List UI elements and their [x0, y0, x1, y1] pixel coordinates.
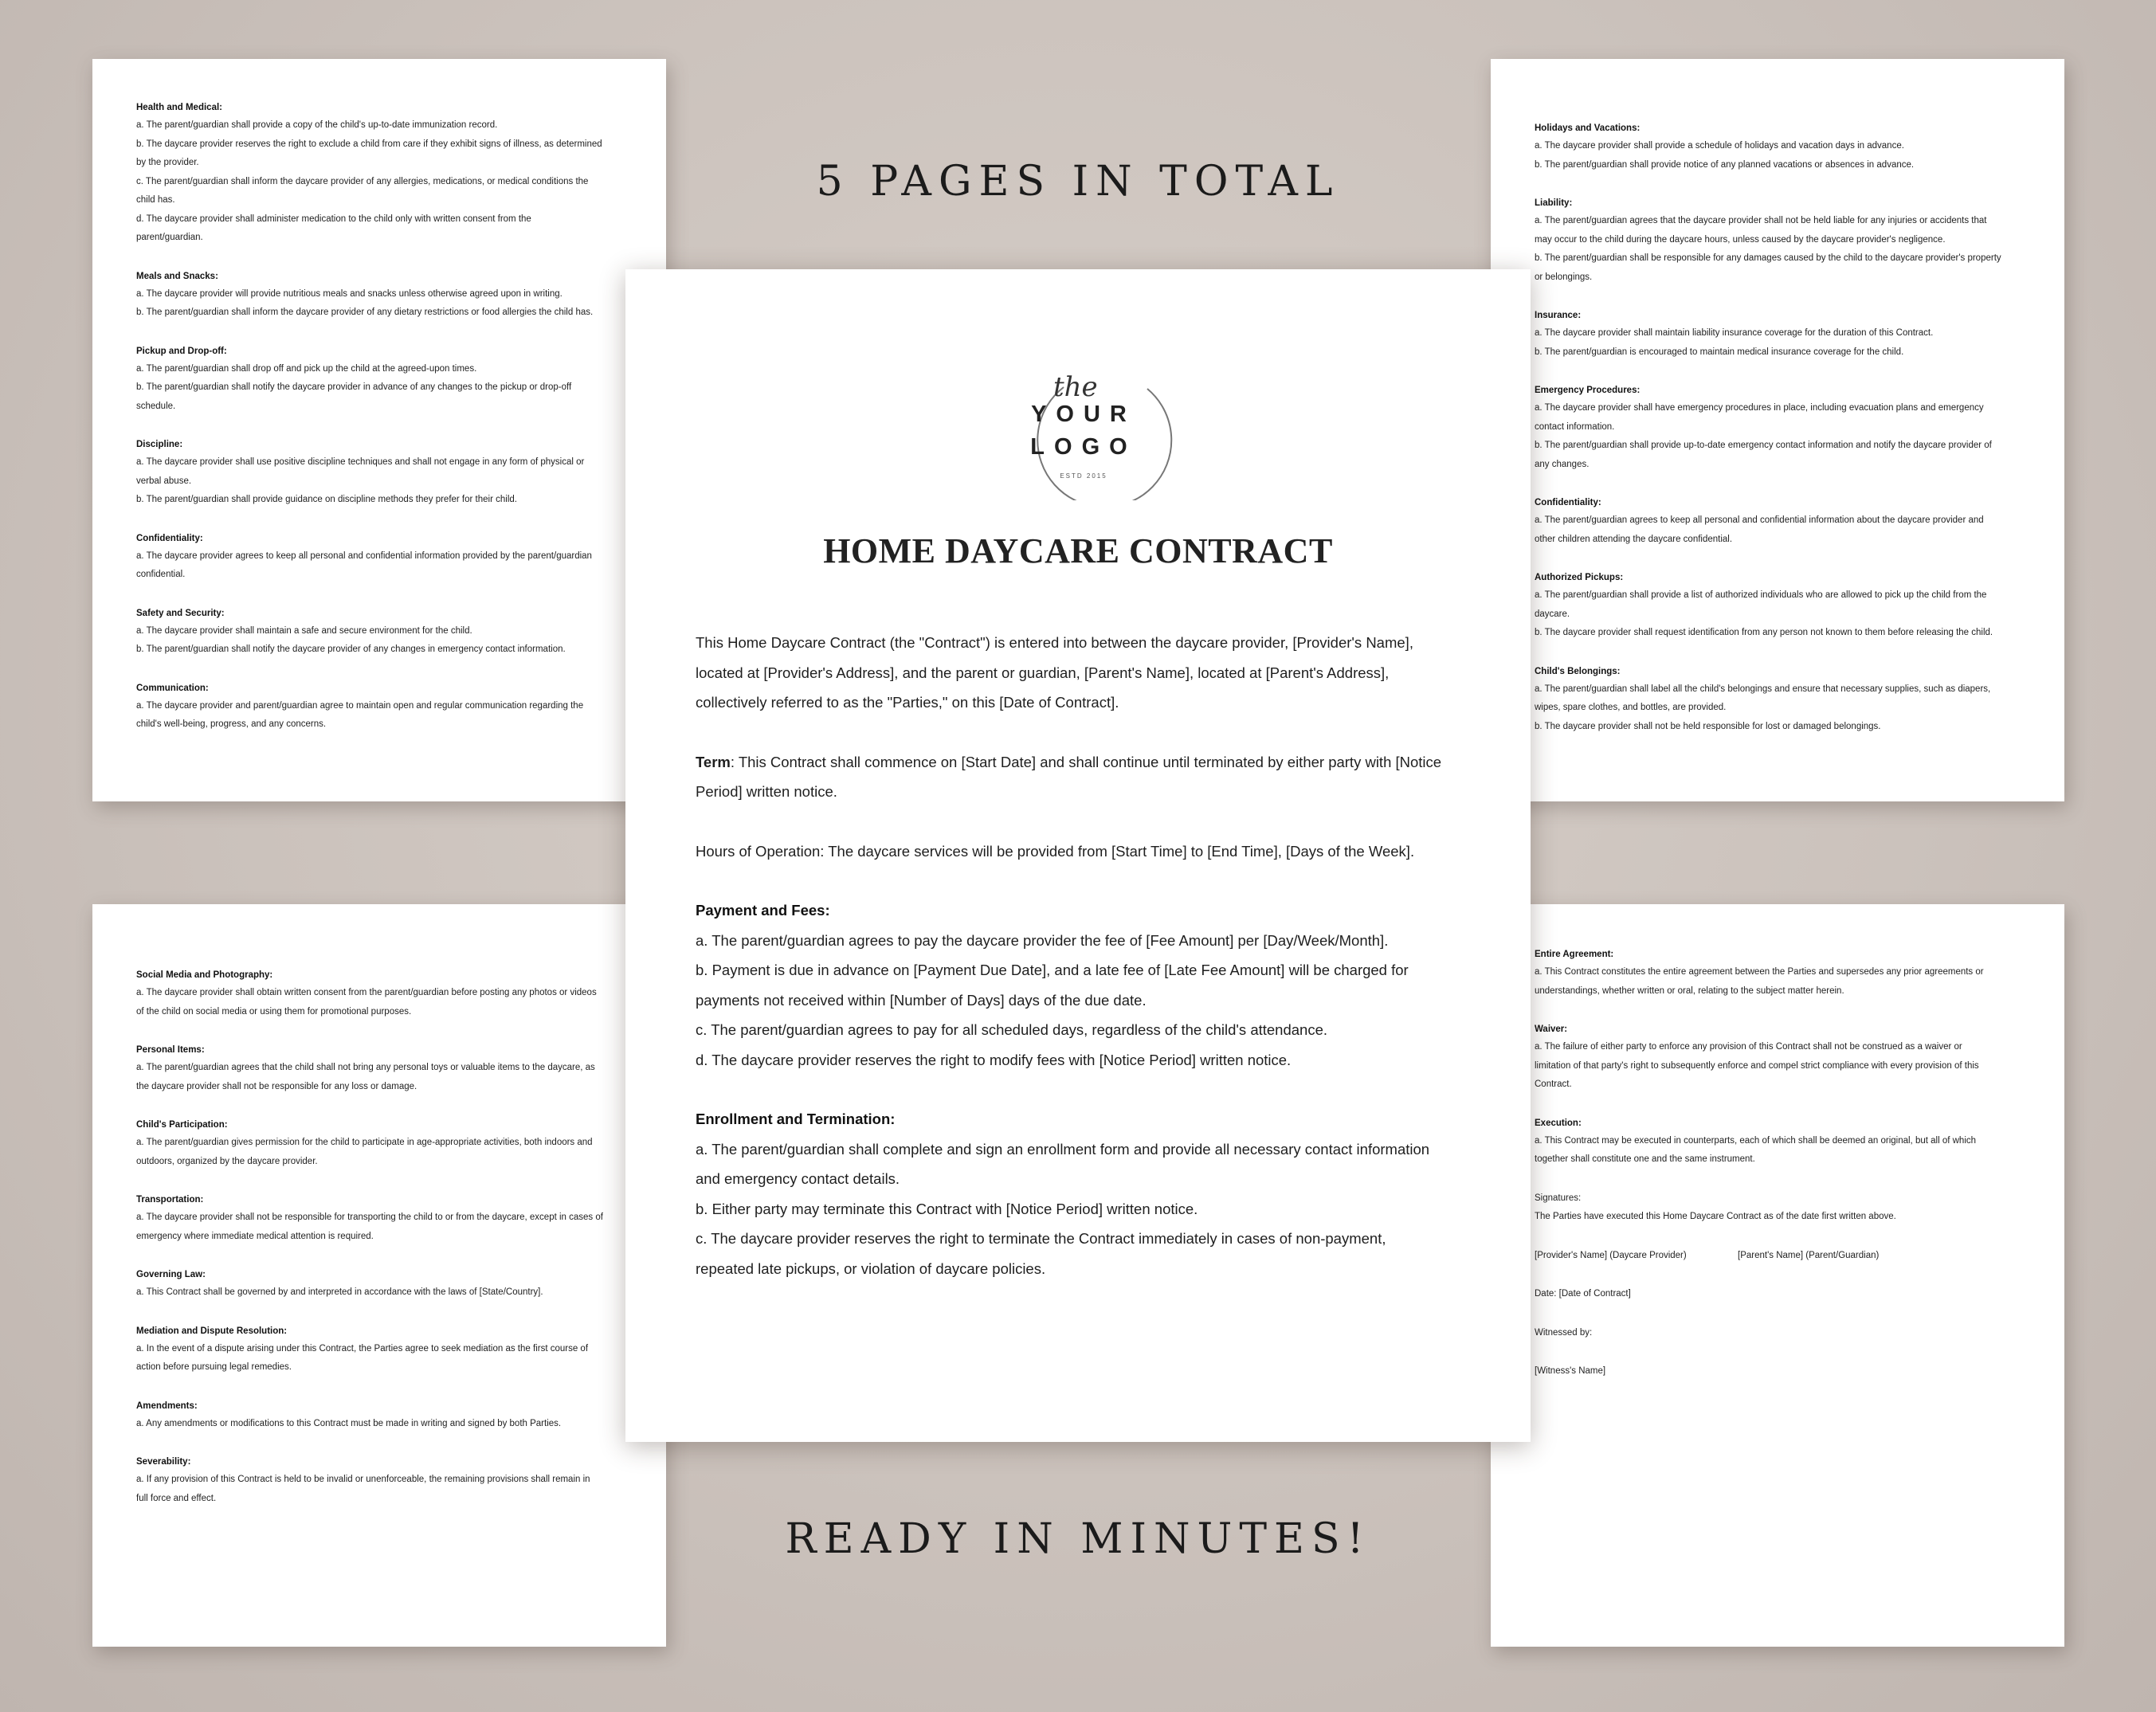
- section-line: parent/guardian.: [136, 233, 203, 242]
- enrollment-line: c. The daycare provider reserves the right to terminate the Contract immediately in cases of non-payment,: [696, 1230, 1386, 1247]
- section-title: Personal Items:: [136, 1045, 205, 1055]
- section-line: a. The daycare provider shall have emergency procedures in place, including evacuation plans and emergency: [1535, 403, 1984, 413]
- section-line: d. The daycare provider shall administer medication to the child only with written consent from the: [136, 214, 531, 224]
- section-line: child's well-being, progress, and any concerns.: [136, 719, 327, 729]
- section-line: b. The parent/guardian is encouraged to maintain medical insurance coverage for the child.: [1535, 347, 1904, 357]
- term-paragraph: [696, 747, 1460, 807]
- section-line: any changes.: [1535, 459, 1590, 469]
- payment-line: c. The parent/guardian agrees to pay for all scheduled days, regardless of the child's attendance.: [696, 1021, 1328, 1038]
- section-line: b. The daycare provider reserves the right to exclude a child from care if they exhibit signs of illness, as determined: [136, 139, 602, 149]
- section-line: may occur to the child during the daycare hours, unless caused by the daycare provider's negligence.: [1535, 234, 1946, 245]
- section-line: a. The parent/guardian shall provide a copy of the child's up-to-date immunization record.: [136, 120, 498, 130]
- section-line: a. The parent/guardian shall label all the child's belongings and ensure that necessary supplies, such as diapers,: [1535, 684, 1991, 694]
- signatures-label: Signatures:: [1535, 1193, 1582, 1203]
- signatures-text: The Parties have executed this Home Daycare Contract as of the date first written above.: [1535, 1212, 1896, 1221]
- section-line: emergency where immediate medical attention is required.: [136, 1231, 374, 1241]
- section-line: b. The parent/guardian shall provide up-to-date emergency contact information and notify the daycare provider of: [1535, 441, 1992, 450]
- logo: [988, 357, 1179, 500]
- section-title: Severability:: [136, 1457, 191, 1467]
- section-title: Mediation and Dispute Resolution:: [136, 1326, 288, 1336]
- payment-line: a. The parent/guardian agrees to pay the daycare provider the fee of [Fee Amount] per [Day/Week/Month].: [696, 931, 1389, 949]
- section-line: child has.: [136, 195, 175, 205]
- section-title: Child's Belongings:: [1535, 666, 1621, 676]
- enrollment-line: b. Either party may terminate this Contract with [Notice Period] written notice.: [696, 1200, 1198, 1217]
- enrollment-heading: Enrollment and Termination:: [696, 1111, 896, 1127]
- section-line: by the provider.: [136, 158, 199, 167]
- section-line: a. The parent/guardian agrees that the child shall not bring any personal toys or valuable items to the daycare, as: [136, 1063, 595, 1072]
- section-title: Governing Law:: [136, 1270, 206, 1279]
- section-line: a. The daycare provider shall maintain a safe and secure environment for the child.: [136, 625, 472, 636]
- section-line: of the child on social media or using them for promotional purposes.: [136, 1006, 412, 1017]
- section-title: Social Media and Photography:: [136, 970, 273, 980]
- parent-signature: [Parent's Name] (Parent/Guardian): [1738, 1250, 1880, 1260]
- contract-body: [696, 628, 1460, 1283]
- payment-line: b. Payment is due in advance on [Payment Due Date], and a late fee of [Late Fee Amount] will be charged for: [696, 962, 1409, 978]
- payment-heading: Payment and Fees:: [696, 902, 830, 919]
- page-main-contract: [625, 269, 1531, 1442]
- enrollment-line: and emergency contact details.: [696, 1170, 900, 1187]
- section-line: full force and effect.: [136, 1493, 217, 1503]
- intro-paragraph: [696, 628, 1460, 718]
- section-line: Contract.: [1535, 1079, 1572, 1089]
- section-line: verbal abuse.: [136, 476, 192, 486]
- section-title: Safety and Security:: [136, 608, 225, 618]
- section-title: Meals and Snacks:: [136, 271, 218, 281]
- section-title: Transportation:: [136, 1195, 204, 1205]
- witness-name: [Witness's Name]: [1535, 1366, 1606, 1376]
- intro-line: located at [Provider's Address], and the parent or guardian, [Parent's Name], located at [Parent's Address],: [696, 664, 1390, 681]
- section-line: b. The parent/guardian shall notify the daycare provider in advance of any changes to the pickup or drop-off: [136, 382, 572, 392]
- section-line: a. The parent/guardian shall drop off and pick up the child at the agreed-upon times.: [136, 363, 477, 374]
- section-line: schedule.: [136, 401, 176, 411]
- section-title: Pickup and Drop-off:: [136, 346, 227, 356]
- signature-page-sections: [1535, 946, 2018, 1169]
- section-line: b. The parent/guardian shall provide guidance on discipline methods they prefer for their child.: [136, 495, 517, 504]
- section-line: a. The daycare provider and parent/guardian agree to maintain open and regular communication regarding the: [136, 700, 584, 711]
- term-line-2: Period] written notice.: [696, 783, 837, 800]
- section-title: Holidays and Vacations:: [1535, 123, 1641, 133]
- section-line: a. The daycare provider shall provide a schedule of holidays and vacation days in advance.: [1535, 141, 1904, 151]
- section-line: a. The daycare provider shall maintain liability insurance coverage for the duration of this Contract.: [1535, 328, 1934, 338]
- enrollment-line: repeated late pickups, or violation of daycare policies.: [696, 1260, 1046, 1277]
- section-line: a. The daycare provider agrees to keep all personal and confidential information provided by the parent/guardian: [136, 550, 592, 561]
- section-line: a. In the event of a dispute arising under this Contract, the Parties agree to seek mediation as the first course of: [136, 1343, 589, 1354]
- section-line: a. The daycare provider will provide nutritious meals and snacks unless otherwise agreed upon in writing.: [136, 288, 563, 299]
- section-title: Child's Participation:: [136, 1120, 228, 1130]
- enrollment-line: a. The parent/guardian shall complete and sign an enrollment form and provide all necessary contact information: [696, 1140, 1430, 1158]
- section-line: a. The parent/guardian agrees to keep all personal and confidential information about the daycare provider and: [1535, 515, 1984, 525]
- intro-line: This Home Daycare Contract (the "Contract") is entered into between the daycare provider, [Provider's Name],: [696, 634, 1413, 651]
- section-line: daycare.: [1535, 609, 1570, 619]
- witnessed-by: Witnessed by:: [1535, 1327, 1593, 1338]
- payment-line: payments not received within [Number of Days] days of the due date.: [696, 991, 1147, 1009]
- section-title: Confidentiality:: [136, 533, 203, 543]
- payment-section: [696, 895, 1460, 1075]
- section-line: understandings, whether written or oral, relating to the subject matter herein.: [1535, 985, 1844, 996]
- section-title: Entire Agreement:: [1535, 950, 1614, 959]
- section-title: Health and Medical:: [136, 103, 222, 112]
- section-line: a. The failure of either party to enforce any provision of this Contract shall not be construed as a waiver or: [1535, 1042, 1962, 1052]
- section-line: a. This Contract may be executed in counterparts, each of which shall be deemed an original, but all of which: [1535, 1135, 1977, 1146]
- section-title: Discipline:: [136, 440, 183, 449]
- section-line: outdoors, organized by the daycare provider.: [136, 1156, 318, 1166]
- section-title: Insurance:: [1535, 311, 1582, 320]
- section-line: a. The daycare provider shall use positive discipline techniques and shall not engage in any form of physical or: [136, 457, 585, 467]
- banner-pages-total: 5 PAGES IN TOTAL: [816, 158, 1340, 206]
- section-line: c. The parent/guardian shall inform the daycare provider of any allergies, medications, or medical conditions the: [136, 176, 589, 186]
- section-line: other children attending the daycare confidential.: [1535, 534, 1733, 544]
- hours-line: Hours of Operation: The daycare services will be provided from [Start Time] to [End Time], [Days of the Week].: [696, 842, 1415, 860]
- section-line: contact information.: [1535, 421, 1615, 432]
- section-title: Execution:: [1535, 1118, 1582, 1128]
- section-line: a. The parent/guardian agrees that the daycare provider shall not be held liable for any injuries or accidents that: [1535, 216, 1987, 225]
- section-line: a. This Contract constitutes the entire agreement between the Parties and supersedes any prior agreements or: [1535, 967, 1984, 977]
- section-line: a. The parent/guardian gives permission for the child to participate in age-appropriate activities, both indoors and: [136, 1138, 593, 1147]
- section-title: Authorized Pickups:: [1535, 573, 1624, 582]
- term-label: Term: [696, 753, 731, 770]
- payment-line: d. The daycare provider reserves the right to modify fees with [Notice Period] written notice.: [696, 1051, 1292, 1068]
- section-line: a. This Contract shall be governed by and interpreted in accordance with the laws of [State/Country].: [136, 1287, 543, 1297]
- section-line: the daycare provider shall not be responsible for any loss or damage.: [136, 1081, 417, 1091]
- section-line: b. The parent/guardian shall inform the daycare provider of any dietary restrictions or food allergies the child has.: [136, 308, 594, 317]
- term-line-1: : This Contract shall commence on [Start Date] and shall continue until terminated by either party with [Notice: [730, 753, 1442, 770]
- section-title: Emergency Procedures:: [1535, 386, 1641, 395]
- section-title: Liability:: [1535, 198, 1573, 208]
- section-title: Communication:: [136, 683, 209, 693]
- banner-ready: READY IN MINUTES!: [785, 1515, 1371, 1563]
- provider-signature: [Provider's Name] (Daycare Provider): [1535, 1250, 1687, 1260]
- enrollment-section: [696, 1104, 1460, 1283]
- section-line: confidential.: [136, 570, 186, 579]
- section-line: b. The parent/guardian shall provide notice of any planned vacations or absences in advance.: [1535, 159, 1915, 170]
- section-title: Waiver:: [1535, 1024, 1568, 1034]
- section-line: a. The daycare provider shall obtain written consent from the parent/guardian before posting any photos or videos: [136, 988, 597, 997]
- section-line: together shall constitute one and the same instrument.: [1535, 1154, 1755, 1164]
- section-line: a. The daycare provider shall not be responsible for transporting the child to or from the daycare, except in cases of: [136, 1213, 603, 1222]
- section-line: limitation of that party's right to subsequently enforce and compel strict compliance with every provision of this: [1535, 1060, 1979, 1071]
- section-line: wipes, spare clothes, and bottles, are provided.: [1535, 703, 1727, 712]
- section-line: action before pursuing legal remedies.: [136, 1362, 292, 1372]
- section-line: a. The parent/guardian shall provide a list of authorized individuals who are allowed to pick up the child from the: [1535, 590, 1987, 600]
- section-line: b. The parent/guardian shall be responsible for any damages caused by the child to the daycare provider's property: [1535, 253, 2001, 263]
- section-title: Confidentiality:: [1535, 498, 1601, 507]
- section-line: b. The daycare provider shall not be held responsible for lost or damaged belongings.: [1535, 721, 1881, 731]
- contract-title: HOME DAYCARE CONTRACT: [823, 531, 1333, 570]
- date-line: Date: [Date of Contract]: [1535, 1289, 1631, 1299]
- section-line: a. If any provision of this Contract is held to be invalid or unenforceable, the remaining provisions shall remain in: [136, 1475, 590, 1484]
- section-title: Amendments:: [136, 1401, 198, 1411]
- logo-script: the: [1053, 371, 1098, 403]
- hours-paragraph: [696, 836, 1460, 867]
- logo-line-1: YOUR: [1031, 402, 1136, 427]
- intro-line: collectively referred to as the "Parties," on this [Date of Contract].: [696, 694, 1119, 711]
- logo-estd: ESTD 2015: [1060, 472, 1107, 480]
- logo-line-2: LOGO: [1030, 434, 1137, 460]
- section-line: b. The daycare provider shall request identification from any person not known to them before releasing the child.: [1535, 628, 1993, 637]
- section-line: or belongings.: [1535, 272, 1593, 282]
- section-line: b. The parent/guardian shall notify the daycare provider of any changes in emergency contact information.: [136, 644, 566, 654]
- signature-row: [1535, 1247, 2018, 1266]
- section-line: a. Any amendments or modifications to this Contract must be made in writing and signed by both Parties.: [136, 1418, 562, 1428]
